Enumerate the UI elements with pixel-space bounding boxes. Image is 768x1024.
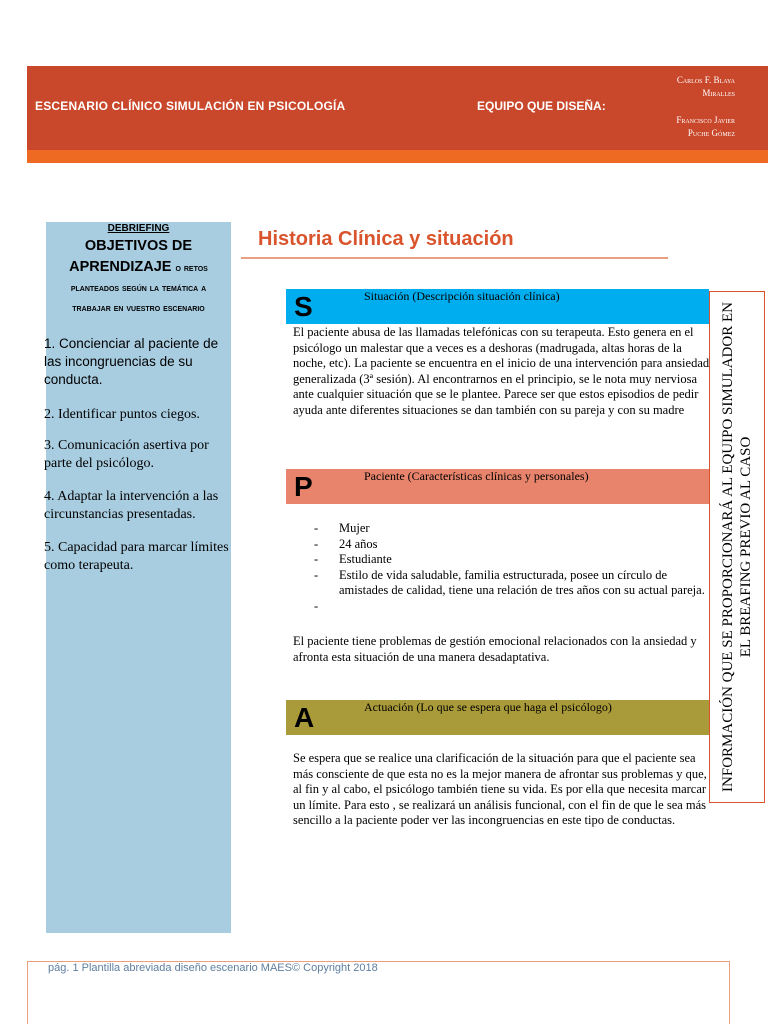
objective-item: 1. Concienciar al paciente de las incongruencias de su conducta. <box>44 336 219 387</box>
header-band <box>27 66 768 150</box>
title-divider <box>241 257 668 259</box>
objective-item: 4. Adaptar la intervención a las circunstancias presentadas. <box>44 489 219 522</box>
list-item: - Mujer <box>314 521 714 537</box>
section-p-text: El paciente tiene problemas de gestión emocional relacionados con la ansiedad y afronta esta situación de una manera desadaptativa. <box>293 634 697 664</box>
section-s-text: El paciente abusa de las llamadas telefónicas con su terapeuta. Esto genera en el psicólogo un malestar que a veces es a deshoras (madrugada, altas horas de la noche, etc). La paciente se encuentra en el inicio de una intervención para ansiedad generalizada (3ª sesión). Al encontrarnos en el principio, se le nota muy nerviosa ante cualquier situación que se le plantee. Parece ser que estos episodios de pedir ayuda ante diferentes situaciones se dan también con su pareja y con su madre <box>293 325 710 417</box>
objectives-heading-main: OBJETIVOS DE APRENDIZAJE <box>69 238 193 275</box>
designer2-line1: Francisco Javier <box>676 115 735 125</box>
team-label: EQUIPO QUE DISEÑA: <box>477 99 606 113</box>
list-item: - Estudiante <box>314 552 714 568</box>
designer2-line2: Puche Gómez <box>687 128 735 138</box>
designer1-line2: Miralles <box>702 88 735 98</box>
header-accent-strip <box>27 150 768 163</box>
section-p-header <box>286 469 709 504</box>
briefing-note-text: INFORMACIÓN QUE SE PROPORCIONARÁ AL EQUIPO SIMULADOR EN EL BREAFING PREVIO AL CASO <box>720 302 754 792</box>
objective-item: 2. Identificar puntos ciegos. <box>44 407 200 422</box>
section-s-letter: S <box>294 291 313 322</box>
designer1-line1: Carlos F. Blaya <box>676 75 735 85</box>
designer-names <box>615 74 735 140</box>
section-p-letter: P <box>294 471 313 502</box>
objectives-heading-small: o retos <box>175 262 208 274</box>
section-a-header <box>286 700 709 735</box>
objectives-sidebar <box>46 222 231 933</box>
scenario-title: ESCENARIO CLÍNICO SIMULACIÓN EN PSICOLOGÍA <box>35 99 346 113</box>
objectives-heading <box>46 236 231 279</box>
patient-list <box>314 521 714 614</box>
section-p-label: Paciente (Características clínicas y personales) <box>364 469 589 483</box>
section-s-header <box>286 289 709 324</box>
list-item: - 24 años <box>314 537 714 553</box>
list-item: - Estilo de vida saludable, familia estructurada, posee un círculo de amistades de calidad, tiene una relación de tres años con su actual pareja. <box>314 568 714 599</box>
footer-text: pág. 1 Plantilla abreviada diseño escenario MAES© Copyright 2018 <box>48 962 378 974</box>
section-a-text: Se espera que se realice una clarificación de la situación para que el paciente sea más consciente de que esta no es la mejor manera de afrontar sus problemas y que, al fin y al cabo, el psicólogo también tiene su vida. Es por ella que necesita marcar un límite. Para esto , se realizará un análisis funcional, con el fin de que le sea más sencillo a la paciente poder ver las incongruencias en este tipo de conductas. <box>293 751 707 827</box>
section-s-label: Situación (Descripción situación clínica) <box>364 289 560 303</box>
objective-item: 3. Comunicación asertiva por parte del psicólogo. <box>44 438 209 471</box>
objectives-subheading: planteados según la temática a trabajar en vuestro escenario <box>70 282 207 314</box>
briefing-note-box <box>709 291 765 803</box>
list-item <box>314 599 714 615</box>
section-a-label: Actuación (Lo que se espera que haga el psicólogo) <box>364 700 612 714</box>
page-title: Historia Clínica y situación <box>258 228 514 250</box>
section-a-letter: A <box>294 702 315 733</box>
objective-item: 5. Capacidad para marcar límites como terapeuta. <box>44 540 229 573</box>
debriefing-label: DEBRIEFING <box>107 223 170 234</box>
